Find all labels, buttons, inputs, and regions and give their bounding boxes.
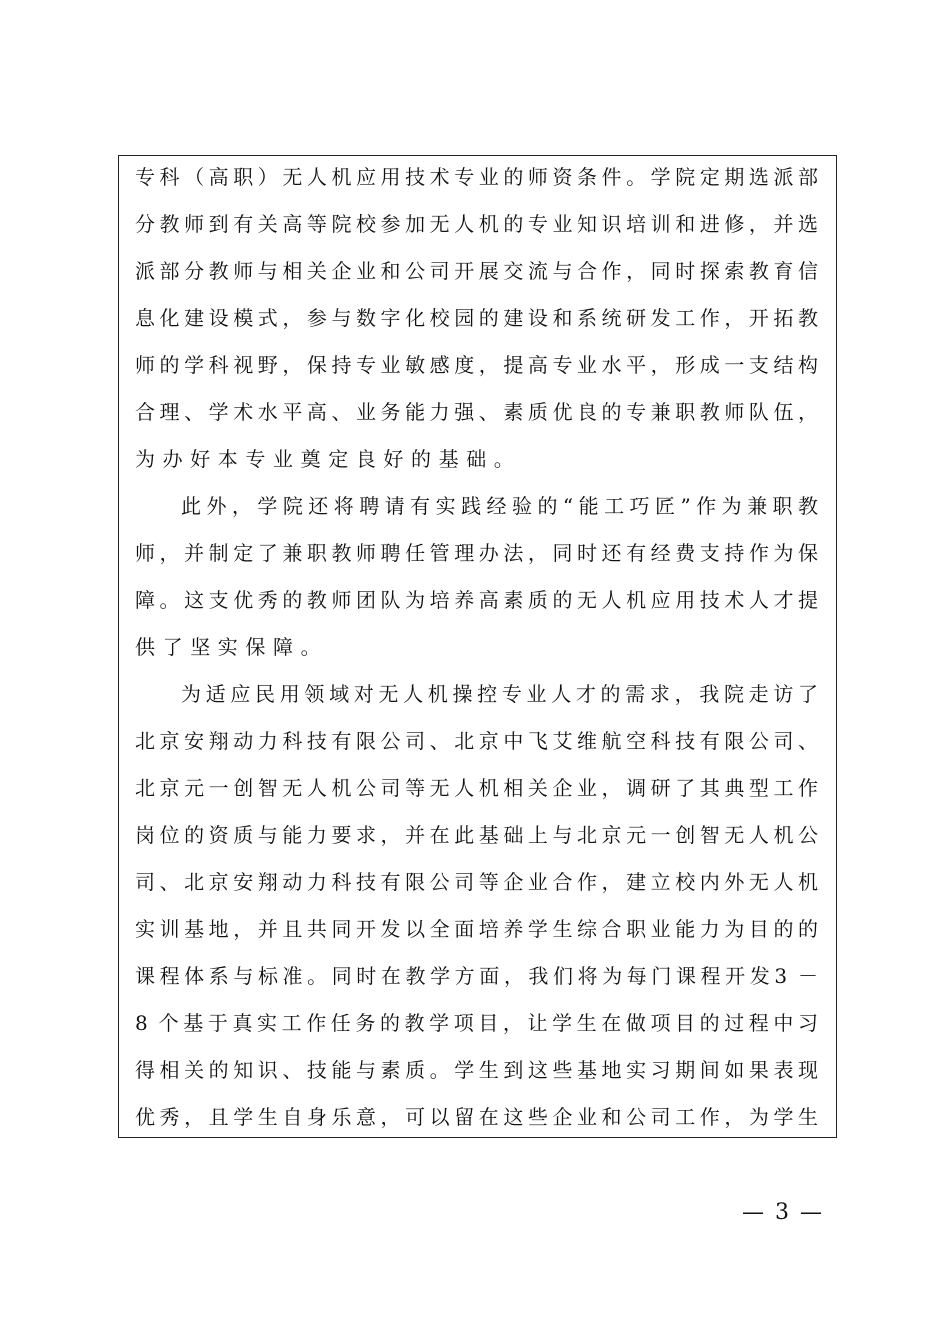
text-line-1: 专科（高职）无人机应用技术专业的师资条件。学院定期选派部 [135, 165, 818, 189]
text-line-10: 障。这支优秀的教师团队为培养高素质的无人机应用技术人才提 [135, 588, 818, 612]
text-line-19: 8 个基于真实工作任务的教学项目，让学生在做项目的过程中习 [135, 1011, 818, 1035]
text-line-14: 北京元一创智无人机公司等无人机相关企业，调研了其典型工作 [135, 776, 818, 800]
text-line-3: 派部分教师与相关企业和公司开展交流与合作，同时探索教育信 [135, 259, 818, 283]
text-line-4: 息化建设模式，参与数字化校园的建设和系统研发工作，开拓教 [135, 306, 818, 330]
text-line-11: 供了坚实保障。 [135, 635, 329, 659]
text-line-16: 司、北京安翔动力科技有限公司等企业合作，建立校内外无人机 [135, 870, 818, 894]
text-line-17: 实训基地，并且共同开发以全面培养学生综合职业能力为目的的 [135, 917, 818, 941]
text-line-7: 为办好本专业奠定良好的基础。 [135, 447, 522, 471]
text-line-20: 得相关的知识、技能与素质。学生到这些基地实习期间如果表现 [135, 1058, 818, 1082]
text-line-15: 岗位的资质与能力要求，并在此基础上与北京元一创智无人机公 [135, 823, 818, 847]
text-line-8: 此外，学院还将聘请有实践经验的“能工巧匠”作为兼职教 [181, 494, 818, 518]
text-line-9: 师，并制定了兼职教师聘任管理办法，同时还有经费支持作为保 [135, 541, 818, 565]
text-line-13: 北京安翔动力科技有限公司、北京中飞艾维航空科技有限公司、 [135, 729, 818, 753]
text-line-2: 分教师到有关高等院校参加无人机的专业知识培训和进修，并选 [135, 212, 818, 236]
text-line-5: 师的学科视野，保持专业敏感度，提高专业水平，形成一支结构 [135, 353, 818, 377]
page-number: — 3 — [742, 1200, 824, 1225]
text-line-6: 合理、学术水平高、业务能力强、素质优良的专兼职教师队伍， [135, 400, 818, 424]
text-line-18: 课程体系与标准。同时在教学方面，我们将为每门课程开发3 － [135, 964, 818, 988]
text-line-21: 优秀，且学生自身乐意，可以留在这些企业和公司工作，为学生 [135, 1105, 818, 1129]
text-line-12: 为适应民用领域对无人机操控专业人才的需求，我院走访了 [181, 682, 818, 706]
